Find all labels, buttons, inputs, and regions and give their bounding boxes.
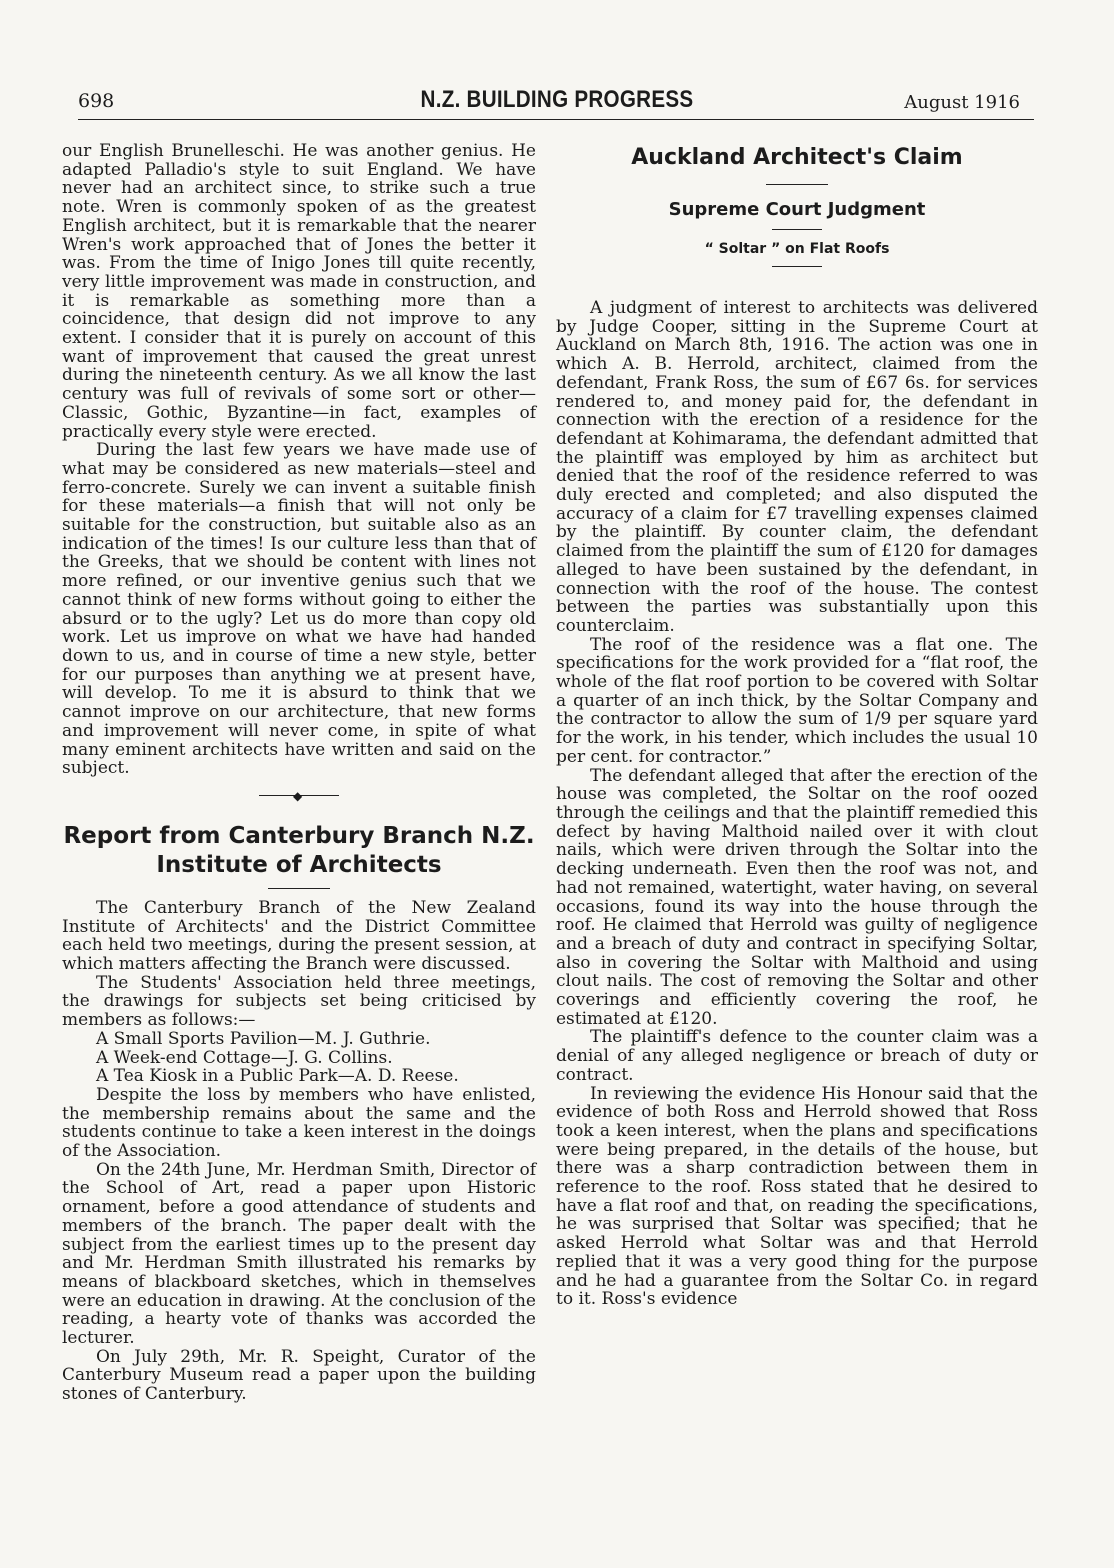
article-kicker: “ Soltar ” on Flat Roofs	[704, 241, 890, 257]
list-item: A Week-end Cottage—J. G. Collins.	[96, 1047, 393, 1068]
article-paragraph: The defendant alleged that after the erection of the house was completed, the Soltar on the roof oozed through the ceilings and that the plaintiff remedied this defect by having Malthoid nailed over it with clout nails, which were driven through the Soltar into the decking underneath. Even then the roof was not, and had not remained, watertight, water having, on several occasions, found its way into the house through the roof. He claimed that Herrold was guilty of negligence and a breach of duty and contract in specifying Soltar, also in covering the Soltar with Malthoid and using clout nails. The cost of removing the Soltar and other coverings and efficiently covering the roof, he estimated at £120.	[556, 765, 1038, 1029]
article-continuation-paragraph: During the last few years we have made use of what may be considered as new materials—steel and ferro-concrete. Surely we can invent a suitable finish for these materials—a finish that will not only be suitable for the construction, but suitable also as an indication of the times! Is our culture less than that of the Greeks, that we should be content with lines not more refined, or our inventive genius such that we cannot think of new forms without going to either the absurd or to the ugly? Let us do more than copy old work. Let us improve on what we have had handed down to us, and in course of time a new style, better for our purposes than anything we at present have, will develop. To me it is absurd to think that we cannot improve on our architecture, that new forms and improvement will never come, in spite of what many eminent architects have written and said on the subject.	[62, 440, 536, 779]
report-paragraph: On the 24th June, Mr. Herdman Smith, Director of the School of Art, read a paper upon Historic ornament, before a good attendance of students and members of the branch. The paper dealt with the subject from the earliest times up to the present day and Mr. Herdman Smith illustrated his remarks by means of blackboard sketches, which in themselves were an education in drawing. At the conclusion of the reading, a hearty vote of thanks was accorded the lecturer.	[62, 1159, 536, 1349]
right-column	[556, 142, 1038, 1309]
report-paragraph: The Students' Association held three meetings, the drawings for subjects set being criticised by members as follows:—	[62, 972, 536, 1031]
issue-date: August 1916	[904, 92, 1020, 113]
report-paragraph: On July 29th, Mr. R. Speight, Curator of the Canterbury Museum read a paper upon the building stones of Canterbury.	[62, 1346, 536, 1405]
heading-rule	[268, 888, 330, 889]
section-ornament	[259, 790, 339, 802]
critics-list	[62, 1030, 536, 1086]
list-item: A Tea Kiosk in a Public Park—A. D. Reese.	[96, 1066, 459, 1087]
article-title: Auckland Architect's Claim	[631, 145, 963, 170]
article-continuation-paragraph: our English Brunelleschi. He was another genius. He adapted Palladio's style to suit England. We have never had an architect since, to strike such a true note. Wren is commonly spoken of as the greatest English architect, but it is remarkable that the nearer Wren's work approached that of Jones the better it was. From the time of Inigo Jones till quite recently, very little improvement was made in construction, and it is remarkable as something more than a coincidence, that design did not improve to any extent. I consider that it is purely on account of this want of improvement that caused the great unrest during the nineteenth century. As we all know the last century was full of revivals of some sort or other—Classic, Gothic, Byzantine—in fact, examples of practically every style were erected.	[62, 141, 536, 442]
report-paragraph: Despite the loss by members who have enlisted, the membership remains about the same and the students continue to take a keen interest in the doings of the Association.	[62, 1084, 536, 1162]
header-rule	[78, 119, 1034, 120]
article-subtitle: Supreme Court Judgment	[668, 199, 926, 220]
article-paragraph: The roof of the residence was a flat one. The specifications for the work provided for a “flat roof, the whole of the flat roof portion to be covered with Soltar a quarter of an inch thick, by the Soltar Company and the contractor to allow the sum of 1/9 per square yard for the work, in his tender, which includes the usual 10 per cent. for contractor.”	[556, 634, 1038, 767]
page-header	[78, 86, 1036, 118]
report-paragraph: The Canterbury Branch of the New Zealand Institute of Architects' and the District Committee each held two meetings, during the present session, at which matters affecting the Branch were discussed.	[62, 897, 536, 975]
kicker-rule	[772, 266, 822, 267]
left-column	[62, 142, 536, 1404]
list-item: A Small Sports Pavilion—M. J. Guthrie.	[96, 1028, 431, 1049]
journal-title: N.Z. BUILDING PROGRESS	[420, 86, 694, 113]
diamond-ornament-icon: ◆	[293, 788, 303, 803]
page-number: 698	[78, 90, 115, 112]
article-paragraph: A judgment of interest to architects was delivered by Judge Cooper, sitting in the Supreme Court at Auckland on March 8th, 1916. The action was one in which A. B. Herrold, architect, claimed from the defendant, Frank Ross, the sum of £67 6s. for services rendered to, and money paid for, the defendant in connection with the erection of a residence for the defendant at Kohimarama, the defendant admitted that the plaintiff was employed by him as architect but denied that the roof of the residence referred to was duly erected and completed; and also disputed the accuracy of a claim for £7 travelling expenses claimed by the plaintiff. By counter claim, the defendant claimed from the plaintiff the sum of £120 for damages alleged to have been sustained by the defendant, in connection with the roof of the house. The contest between the parties was substantially upon this counterclaim.	[556, 298, 1038, 636]
article-paragraph: In reviewing the evidence His Honour said that the evidence of both Ross and Herrold showed that Ross took a keen interest, when the plans and specifications were being prepared, in the details of the house, but there was a sharp contradiction between them in reference to the roof. Ross stated that he desired to have a flat roof and that, on reading the specifications, he was surprised that Soltar was specified; that he asked Herrold what Soltar was and that Herrold replied that it was a very good thing for the purpose and he had a guarantee from the Soltar Co. in regard to it. Ross's evidence	[556, 1083, 1038, 1310]
title-rule	[766, 184, 828, 185]
subtitle-rule	[772, 229, 822, 230]
article-paragraph: The plaintiff's defence to the counter claim was a denial of any alleged negligence or breach of duty or contract.	[556, 1027, 1038, 1085]
report-heading: Report from Canterbury Branch N.Z. Institute of Architects	[63, 822, 535, 878]
